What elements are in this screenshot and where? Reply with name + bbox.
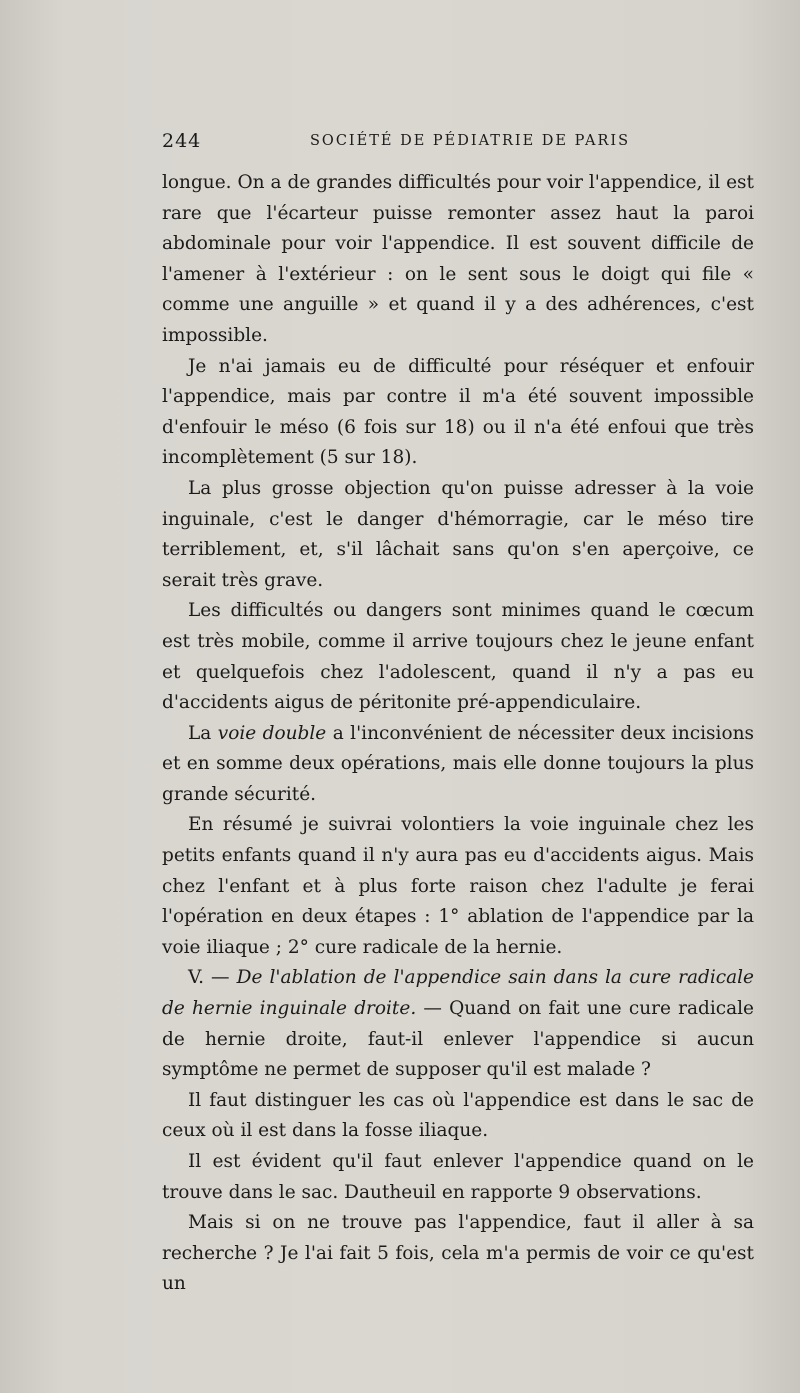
paragraph-5-prefix: La	[188, 722, 218, 744]
running-title: SOCIÉTÉ DE PÉDIATRIE DE PARIS	[310, 133, 631, 149]
paragraph-5-italic: voie double	[217, 722, 327, 744]
running-head	[162, 130, 752, 160]
paragraph-5-suffix: a l'inconvénient de nécessiter deux incisions et en somme deux opérations, mais elle donne toujours la plus grande sécurité.	[162, 722, 754, 805]
paragraph-1: longue. On a de grandes difficultés pour voir l'appendice, il est rare que l'écarteur puisse remonter assez haut la paroi abdominale pour voir l'appendice. Il est souvent difficile de l'amener à l'extérieur : on le sent sous le doigt qui file « comme une anguille » et quand il y a des adhérences, c'est impossible.	[162, 172, 754, 346]
page-number: 244	[162, 130, 202, 152]
paragraph-10: Mais si on ne trouve pas l'appendice, faut il aller à sa recherche ? Je l'ai fait 5 fois, cela m'a permis de voir ce qu'est un	[162, 1212, 754, 1295]
paragraph-4: Les difficultés ou dangers sont minimes quand le cœcum est très mobile, comme il arrive toujours chez le jeune enfant et quelquefois chez l'adolescent, quand il n'y a pas eu d'accidents aigus de péritonite pré-appendiculaire.	[162, 600, 754, 714]
paragraph-2: Je n'ai jamais eu de difficulté pour réséquer et enfouir l'appendice, mais par contre il m'a été souvent impossible d'enfouir le méso (6 fois sur 18) ou il n'a été enfoui que très incomplètement (5 sur 18).	[162, 355, 754, 469]
body-text	[162, 168, 754, 1300]
section-heading-suffix: — Quand on fait une cure radicale de hernie droite, faut-il enlever l'appendice si aucun symptôme ne permet de supposer qu'il est malade ?	[162, 998, 754, 1081]
paragraph-8: Il faut distinguer les cas où l'appendice est dans le sac de ceux où il est dans la fosse iliaque.	[162, 1089, 754, 1142]
section-number: V. —	[188, 967, 237, 989]
paragraph-5	[162, 719, 754, 811]
section-title: De l'ablation de l'appendice sain dans la cure radicale de hernie inguinale droite.	[162, 967, 754, 1020]
paragraph-3: La plus grosse objection qu'on puisse adresser à la voie inguinale, c'est le danger d'hémorragie, car le méso tire terriblement, et, s'il lâchait sans qu'on s'en aperçoive, ce serait très grave.	[162, 477, 754, 591]
section-heading-paragraph	[162, 963, 754, 1085]
paragraph-9: Il est évident qu'il faut enlever l'appendice quand on le trouve dans le sac. Dautheuil en rapporte 9 observations.	[162, 1151, 754, 1203]
paragraph-6: En résumé je suivrai volontiers la voie inguinale chez les petits enfants quand il n'y aura pas eu d'accidents aigus. Mais chez l'enfant et à plus forte raison chez l'adulte je ferai l'opération en deux étapes : 1° ablation de l'appendice par la voie iliaque ; 2° cure radicale de la hernie.	[162, 814, 754, 958]
